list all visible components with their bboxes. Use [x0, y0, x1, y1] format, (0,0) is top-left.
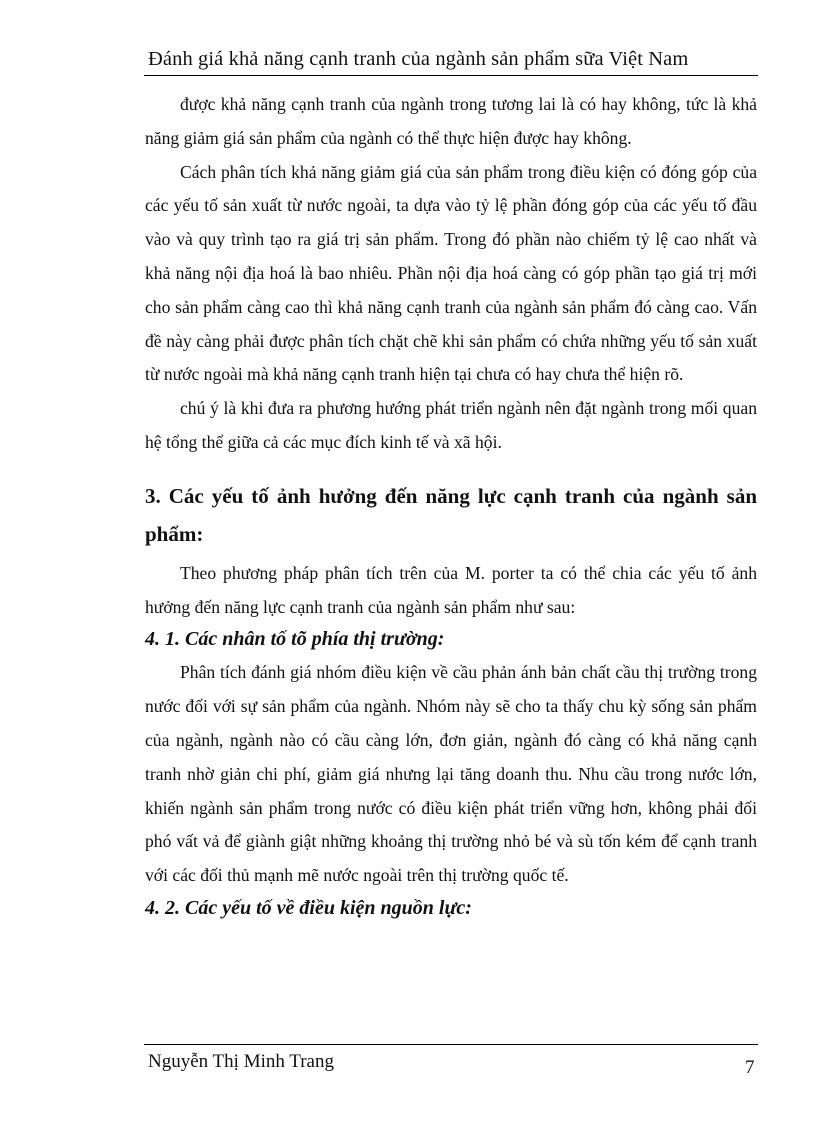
paragraph-continued: được khả năng cạnh tranh của ngành trong tương lai là có hay không, tức là khả năng giảm giá sản phẩm của ngành có thể thực hiện được hay không. — [145, 94, 757, 148]
paragraph-note: chú ý là khi đưa ra phương hướng phát triển ngành nên đặt ngành trong mối quan hệ tổng thể giữa cả các mục đích kinh tế và xã hội. — [145, 398, 757, 452]
subsection-4-1-heading: 4. 1. Các nhân tố tõ phía thị trường: — [145, 628, 445, 651]
footer-divider — [144, 1044, 758, 1045]
paragraph-porter: Theo phương pháp phân tích trên của M. porter ta có thể chia các yếu tố ảnh hưởng đến năng lực cạnh tranh của ngành sản phẩm như sau: — [145, 562, 757, 617]
paragraph-analysis: Cách phân tích khả năng giảm giá của sản phẩm trong điều kiện có đóng góp của các yếu tố sản xuất từ nước ngoài, ta dựa vào tỷ lệ phần đóng góp của các yếu tố đầu vào và quy trình tạo ra giá trị sản phẩm. Trong đó phần nào chiếm tỷ lệ cao nhất và khả năng nội địa hoá là bao nhiêu. Phần nội địa hoá càng có góp phần tạo giá trị mới cho sản phẩm càng cao thì khả năng cạnh tranh của ngành sản phẩm đó càng cao. Vấn đề này càng phải được phân tích chặt chẽ khi sản phẩm có chứa những yếu tố sản xuất từ nước ngoài mà khả năng cạnh tranh hiện tại chưa có hay chưa thể hiện rõ. — [145, 161, 757, 385]
running-header-title: Đánh giá khả năng cạnh tranh của ngành sản phẩm sữa Việt Nam — [148, 48, 689, 70]
header-divider — [144, 75, 758, 76]
page-number: 7 — [745, 1057, 755, 1078]
footer-author: Nguyễn Thị Minh Trang — [148, 1051, 334, 1072]
section-3-heading: 3. Các yếu tố ảnh hưởng đến năng lực cạnh tranh của ngành sản phẩm: — [145, 483, 757, 546]
paragraph-market: Phân tích đánh giá nhóm điều kiện về cầu phản ánh bản chất cầu thị trường trong nước đối với sự sản phẩm của ngành. Nhóm này sẽ cho ta thấy chu kỳ sống sản phẩm của ngành, ngành nào có cầu càng lớn, đơn giản, ngành đó càng có khả năng cạnh tranh nhờ giản chi phí, giảm giá nhưng lại tăng doanh thu. Nhu cầu trong nước lớn, khiến ngành sản phẩm trong nước có điều kiện phát triển vững hơn, không phải đối phó vất vả để giành giật những khoảng thị trường nhỏ bé và sù tốn kém để cạnh tranh với các đối thủ mạnh mẽ nước ngoài trên thị trường quốc tế. — [145, 662, 757, 886]
document-body — [145, 88, 757, 925]
subsection-4-2-heading: 4. 2. Các yếu tố về điều kiện nguồn lực: — [145, 896, 472, 919]
